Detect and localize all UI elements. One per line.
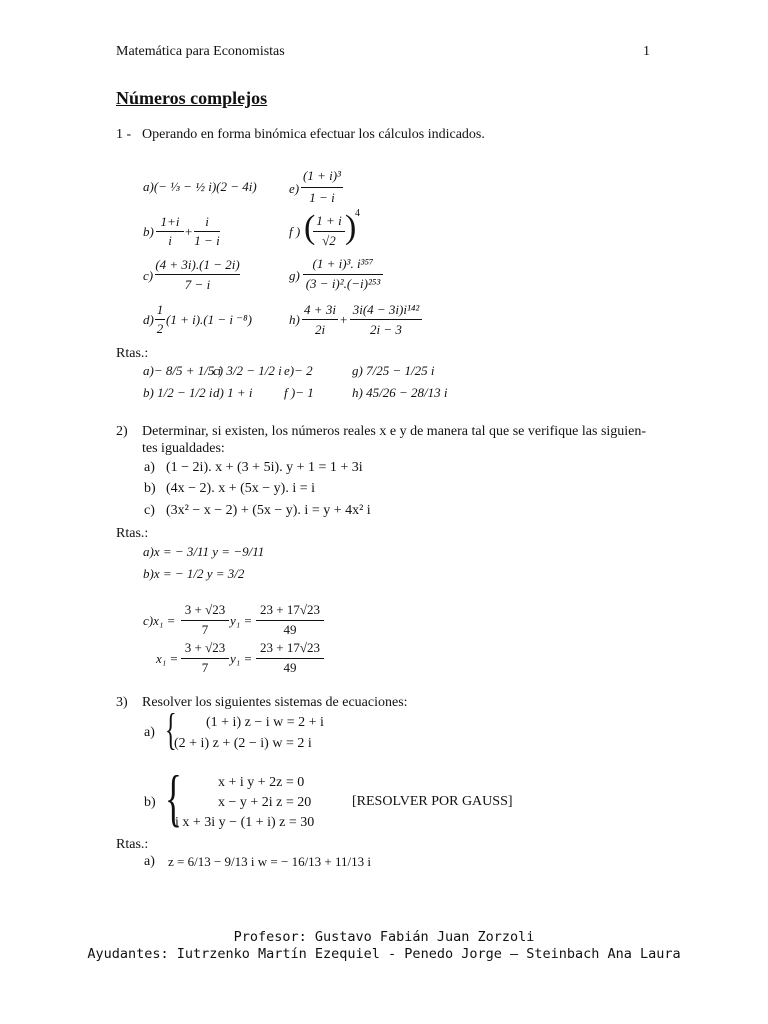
- q1-answer: g) 7/25 − 1/25 i: [352, 363, 435, 378]
- q1-e-den: 1 − i: [309, 190, 335, 205]
- q1-answer: h) 45/26 − 28/13 i: [352, 385, 448, 400]
- q1-g-prefix: g): [289, 268, 300, 283]
- q1-label: 1 -: [116, 127, 132, 142]
- fraction-bar: [302, 319, 338, 320]
- q2-item-label: c): [144, 503, 155, 518]
- q2-frac2-den: 49: [283, 622, 297, 637]
- fraction-bar: [303, 274, 383, 275]
- system-brace: {: [165, 762, 182, 833]
- q1-answer: c) 3/2 − 1/2 i: [213, 363, 282, 378]
- q1-c-num: (4 + 3i).(1 − 2i): [155, 257, 240, 272]
- fraction-bar: [155, 319, 165, 320]
- q1-c-prefix: c): [143, 268, 154, 283]
- q1-b-den2: 1 − i: [194, 233, 220, 248]
- q1-h-num1: 4 + 3i: [304, 302, 336, 317]
- q1-f-num: 1 + i: [316, 213, 342, 228]
- fraction-bar: [301, 187, 343, 188]
- q2-item-eq: (4x − 2). x + (5x − y). i = i: [166, 481, 316, 496]
- q1-item-a: a)(− ⅓ − ½ i)(2 − 4i): [143, 179, 257, 194]
- q1-b-plus: +: [185, 224, 193, 239]
- q2-answer-b: b)x = − 1/2 y = 3/2: [143, 566, 245, 581]
- fraction-bar: [181, 620, 229, 621]
- q2-answer-a: a)x = − 3/11 y = −9/11: [143, 544, 265, 559]
- q2-item-label: b): [144, 481, 156, 496]
- q1-d-num: 1: [156, 302, 164, 317]
- q3-answer-a: z = 6/13 − 9/13 i w = − 16/13 + 11/13 i: [168, 854, 372, 869]
- q2-y-label: y₁ =: [230, 613, 253, 628]
- q1-answer: e)− 2: [284, 363, 313, 378]
- fraction-bar: [194, 231, 220, 232]
- q2-frac2-num: 23 + 17√23: [260, 602, 320, 617]
- open-paren: (: [304, 209, 316, 246]
- running-header: Matemática para Economistas: [116, 44, 285, 59]
- q3-a-eq2: (2 + i) z + (2 − i) w = 2 i: [174, 736, 312, 751]
- fraction-bar: [155, 274, 240, 275]
- fraction-bar: [313, 231, 345, 232]
- q1-e-num: (1 + i)³: [303, 168, 341, 183]
- q1-g-den: (3 − i)².(−i)²⁵³: [305, 276, 381, 291]
- q3-a-eq1: (1 + i) z − i w = 2 + i: [206, 715, 324, 730]
- q2-item-label: a): [144, 460, 155, 475]
- q1-h-den1: 2i: [314, 322, 326, 337]
- q3-b-eq1: x + i y + 2z = 0: [218, 775, 305, 790]
- q1-c-den: 7 − i: [184, 277, 211, 292]
- q2-frac-den: 7: [201, 660, 209, 675]
- q3-label: 3): [116, 695, 128, 710]
- q1-b-num1: 1+i: [160, 214, 180, 229]
- q1-d-den: 2: [156, 321, 164, 336]
- q1-h-den2: 2i − 3: [370, 322, 402, 337]
- q1-answer: f )− 1: [284, 385, 314, 400]
- q3-b-label: b): [144, 795, 156, 810]
- q3-b-eq2: x − y + 2i z = 20: [218, 795, 312, 810]
- q2-frac2-num: 23 + 17√23: [260, 640, 320, 655]
- q2-y-label: y₁ =: [230, 651, 253, 666]
- q2-answer-c-prefix: c)x₁ =: [143, 613, 176, 628]
- q1-f-den: √2: [322, 233, 336, 248]
- fraction-bar: [181, 658, 229, 659]
- q1-b-num2: i: [205, 214, 209, 229]
- q2-text: Determinar, si existen, los números reales x e y de manera tal que se verifique las siguien-: [142, 424, 647, 439]
- q1-answer: d) 1 + i: [213, 385, 253, 400]
- q3-text: Resolver los siguientes sistemas de ecuaciones:: [142, 695, 408, 710]
- fraction-bar: [256, 658, 324, 659]
- q2-frac2-den: 49: [283, 660, 297, 675]
- q1-d-prefix: d): [143, 312, 154, 327]
- q1-b-den1: i: [168, 233, 172, 248]
- q1-f-prefix: f ): [289, 224, 301, 239]
- q2-answer-c2-prefix: x₁ =: [156, 651, 179, 666]
- q3-b-eq3: i x + 3i y − (1 + i) z = 30: [175, 815, 315, 830]
- q1-rtas-label: Rtas.:: [116, 346, 149, 361]
- q2-frac-num: 3 + √23: [184, 640, 226, 655]
- q1-h-num2: 3i(4 − 3i)i¹⁴²: [352, 302, 420, 317]
- q1-answer: a)− 8/5 + 1/5 i: [143, 363, 222, 378]
- q1-g-num: (1 + i)³. i³⁵⁷: [312, 256, 374, 271]
- q1-text: Operando en forma binómica efectuar los cálculos indicados.: [142, 127, 485, 142]
- q3-a-label: a): [144, 725, 155, 740]
- q2-item-eq: (1 − 2i). x + (3 + 5i). y + 1 = 1 + 3i: [166, 460, 363, 475]
- q2-frac-den: 7: [201, 622, 209, 637]
- q3-ra-label: a): [144, 854, 155, 869]
- q1-f-exp: 4: [355, 208, 360, 219]
- q2-rtas-label: Rtas.:: [116, 526, 149, 541]
- fraction-bar: [350, 319, 422, 320]
- q2-text-cont: tes igualdades:: [142, 441, 225, 456]
- fraction-bar: [256, 620, 324, 621]
- system-brace: {: [165, 705, 177, 754]
- q1-h-plus: +: [340, 312, 348, 327]
- fraction-bar: [156, 231, 184, 232]
- q1-b-prefix: b): [143, 224, 154, 239]
- q1-answer: b) 1/2 − 1/2 i: [143, 385, 213, 400]
- close-paren: ): [345, 209, 357, 246]
- q1-d-rest: (1 + i).(1 − i ⁻⁸): [166, 312, 252, 327]
- page-number: 1: [643, 44, 650, 59]
- page-title: Números complejos: [116, 88, 268, 108]
- gauss-note: [RESOLVER POR GAUSS]: [352, 794, 513, 809]
- footer-professor: Profesor: Gustavo Fabián Juan Zorzoli: [233, 929, 535, 945]
- q2-frac-num: 3 + √23: [184, 602, 226, 617]
- footer-assistants: Ayudantes: Iutrzenko Martín Ezequiel - Penedo Jorge – Steinbach Ana Laura: [87, 946, 681, 962]
- q1-e-prefix: e): [289, 181, 300, 196]
- q1-h-prefix: h): [289, 312, 300, 327]
- q3-rtas-label: Rtas.:: [116, 837, 149, 852]
- q2-item-eq: (3x² − x − 2) + (5x − y). i = y + 4x² i: [166, 503, 371, 518]
- q2-label: 2): [116, 424, 128, 439]
